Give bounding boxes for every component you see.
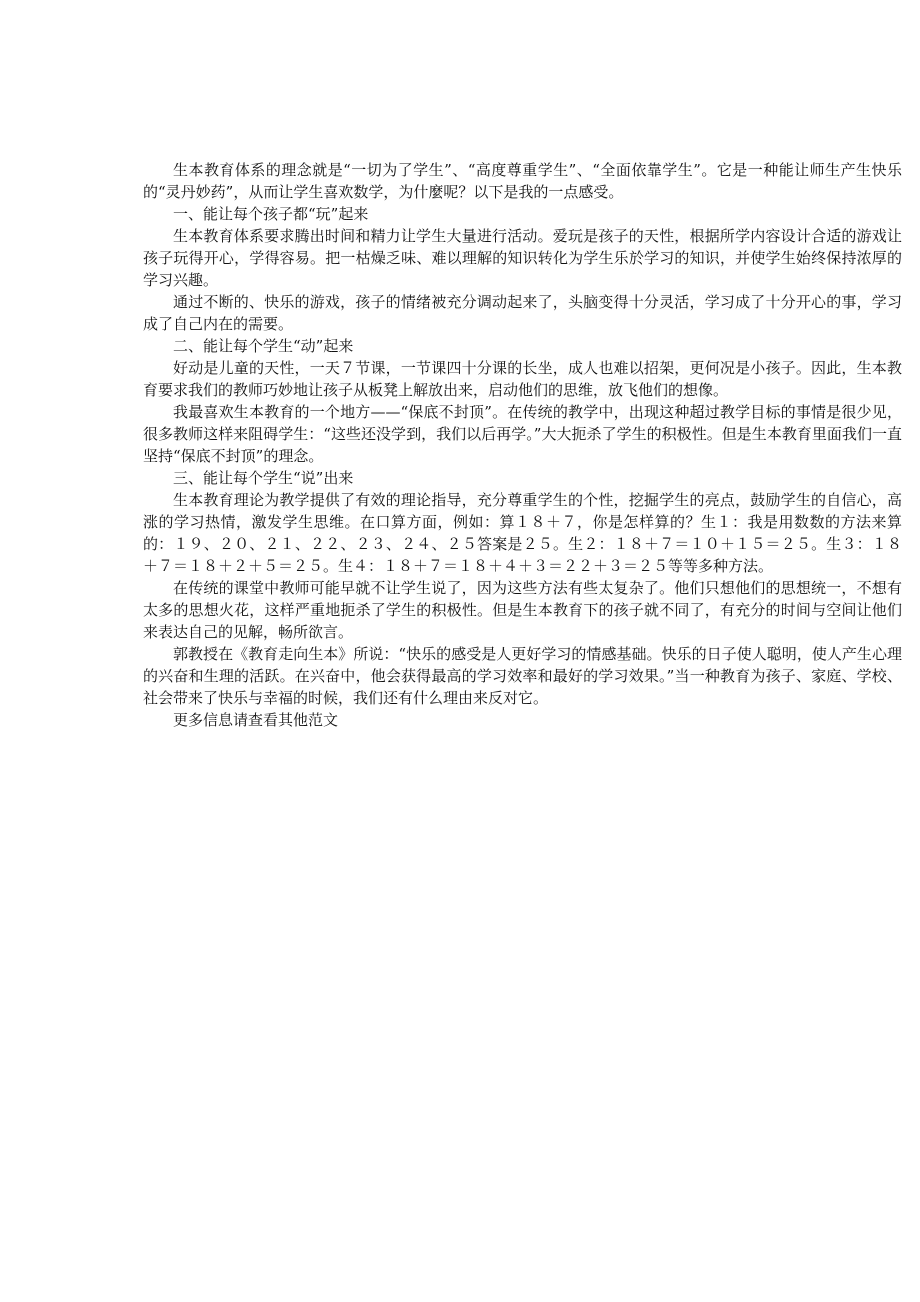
section-heading-play: 一、能让每个孩子都“玩”起来 bbox=[173, 205, 369, 223]
section-heading-move: 二、能让每个学生“动”起来 bbox=[173, 337, 354, 355]
more-info-note: 更多信息请查看其他范文 bbox=[173, 711, 339, 729]
paragraph-speak-theory: 生本教育理论为教学提供了有效的理论指导，充分尊重学生的个性，挖掘学生的亮点，鼓励学生的自信心，高涨的学习热情，激发学生思维。在口算方面，例如：算１８＋７，你是怎样算的？生１：我是用数数的方法来算的：１９、２０、２１、２２、２３、２４、２５答案是２５。生２：１８＋７＝１０＋１５＝２５。生３：１８＋７＝１８＋２＋５＝２５。生４：１８＋７＝１８＋４＋３＝２２＋３＝２５等等多种方法。 bbox=[143, 491, 902, 575]
paragraph-move-nature: 好动是儿童的天性，一天７节课，一节课四十分课的长坐，成人也难以招架，更何况是小孩子。因此，生本教育要求我们的教师巧妙地让孩子从板凳上解放出来，启动他们的思维，放飞他们的想像。 bbox=[143, 359, 902, 399]
paragraph-quote-guo: 郭教授在《教育走向生本》所说：“快乐的感受是人更好学习的情感基础。快乐的日子使人聪明，使人产生心理的兴奋和生理的活跃。在兴奋中，他会获得最高的学习效率和最好的学习效果。”当一种教育为孩子、家庭、学校、社会带来了快乐与幸福的时候，我们还有什么理由来反对它。 bbox=[143, 645, 902, 707]
intro-paragraph: 生本教育体系的理念就是“一切为了学生”、“高度尊重学生”、“全面依靠学生”。它是一种能让师生产生快乐的“灵丹妙药”，从而让学生喜欢数学，为什麼呢？以下是我的一点感受。 bbox=[143, 161, 902, 201]
paragraph-play-activities: 生本教育体系要求腾出时间和精力让学生大量进行活动。爱玩是孩子的天性，根据所学内容设计合适的游戏让孩子玩得开心，学得容易。把一枯燥乏味、难以理解的知识转化为学生乐於学习的知识，并使学生始终保持浓厚的学习兴趣。 bbox=[143, 227, 902, 289]
document-body bbox=[143, 159, 902, 731]
paragraph-play-games: 通过不断的、快乐的游戏，孩子的情绪被充分调动起来了，头脑变得十分灵活，学习成了十分开心的事，学习成了自己内在的需要。 bbox=[143, 293, 902, 333]
paragraph-move-no-ceiling: 我最喜欢生本教育的一个地方——“保底不封顶”。在传统的教学中，出现这种超过教学目标的事情是很少见，很多教师这样来阻碍学生：“这些还没学到，我们以后再学。”大大扼杀了学生的积极性。但是生本教育里面我们一直坚持“保底不封顶”的理念。 bbox=[143, 403, 902, 465]
paragraph-speak-traditional: 在传统的课堂中教师可能早就不让学生说了，因为这些方法有些太复杂了。他们只想他们的思想统一，不想有太多的思想火花，这样严重地扼杀了学生的积极性。但是生本教育下的孩子就不同了，有充分的时间与空间让他们来表达自己的见解，畅所欲言。 bbox=[143, 579, 902, 641]
section-heading-speak: 三、能让每个学生“说”出来 bbox=[173, 469, 354, 487]
